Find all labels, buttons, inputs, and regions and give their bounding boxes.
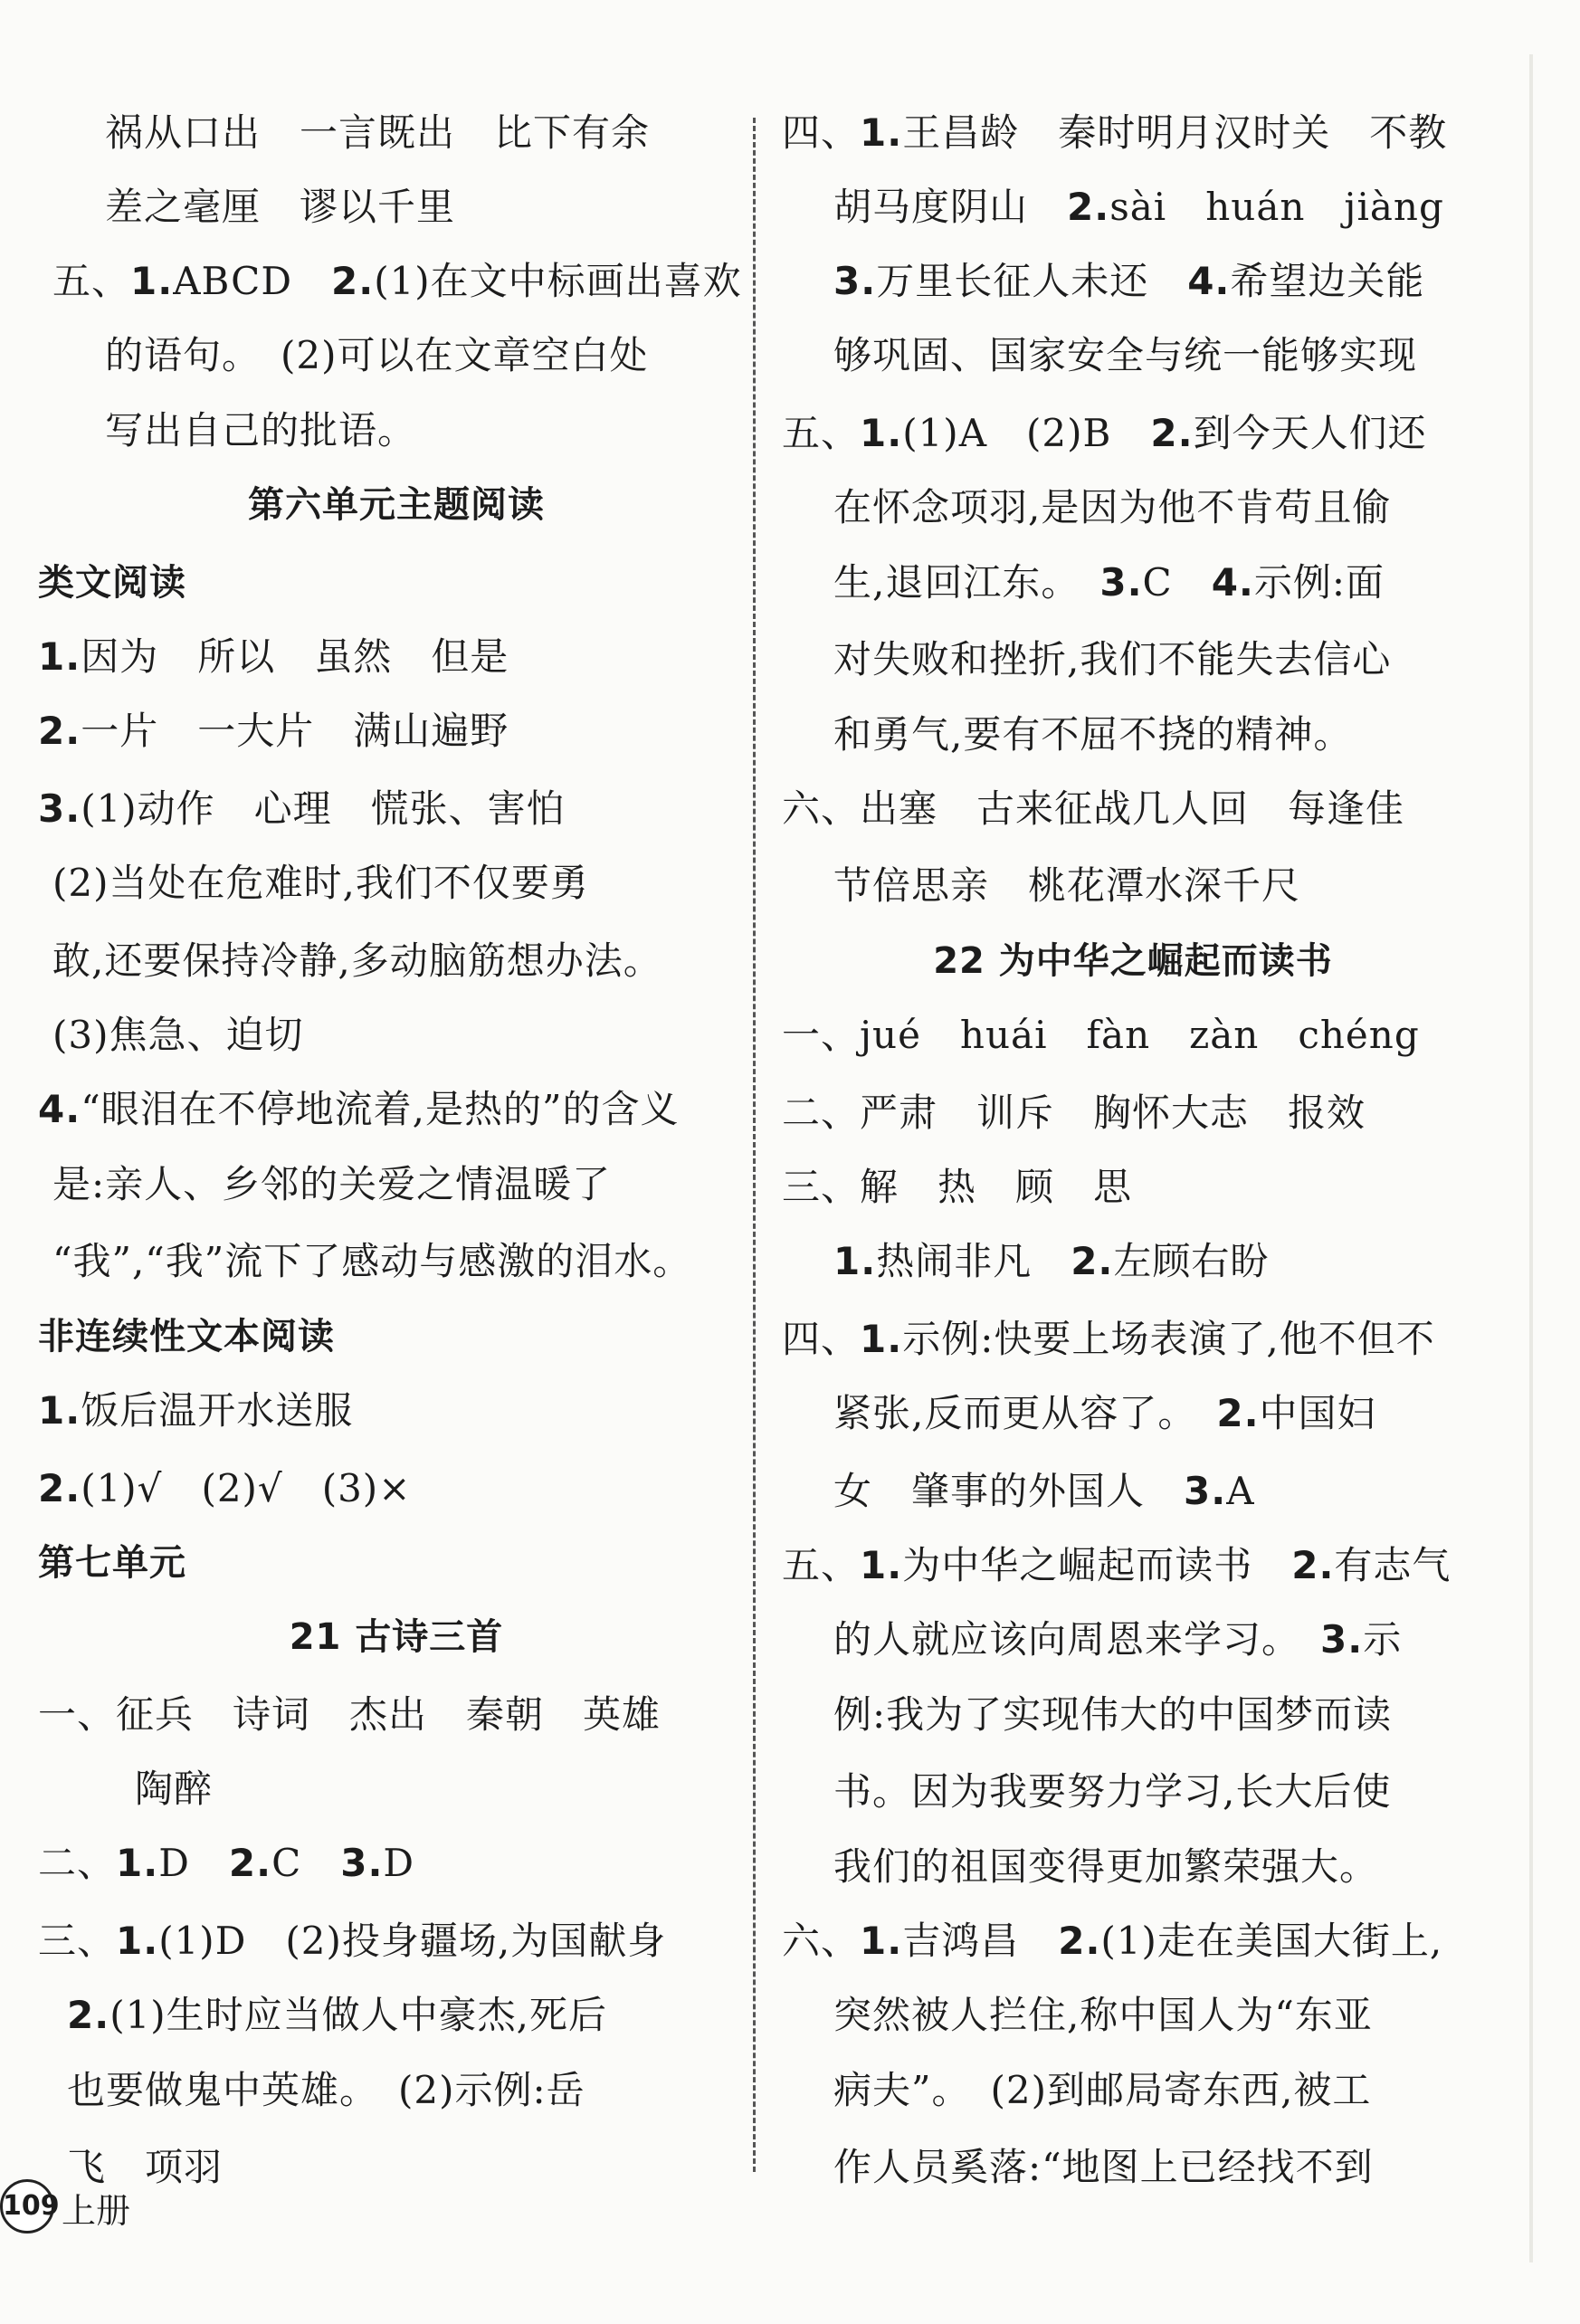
answer-line: 是:亲人、乡邻的关爱之情温暖了 [52,1162,612,1206]
answer-line: 节倍思亲 桃花潭水深千尺 [833,863,1301,908]
answer-line: 书。因为我要努力学习,长大后使 [833,1769,1392,1814]
answer-line: 二、1.D 2.C 3.D [38,1841,415,1885]
page-number: 109 [0,2179,54,2234]
answer-line: 二、严肃 训斥 胸怀大志 报效 [782,1091,1366,1135]
section-heading: 非连续性文本阅读 [38,1316,335,1357]
answer-line: 2.(1)√ (2)√ (3)× [38,1466,412,1510]
section-heading: 第七单元 [38,1542,186,1584]
answer-line: 够巩固、国家安全与统一能够实现 [833,333,1418,377]
answer-line: 例:我为了实现伟大的中国梦而读 [833,1692,1393,1737]
answer-line: 对失败和挫折,我们不能失去信心 [833,637,1392,681]
volume-label: 上册 [62,2191,131,2231]
answer-line: (3)焦急、迫切 [52,1013,304,1057]
answer-line: 四、1.示例:快要上场表演了,他不但不 [782,1317,1435,1361]
answer-line: 生,退回江东。 3.C 4.示例:面 [833,560,1385,605]
answer-line: 在怀念项羽,是因为他不肯苟且偷 [833,485,1392,529]
section-heading: 21 古诗三首 [289,1616,504,1658]
page-edge-shadow [1529,54,1533,2262]
answer-line: 五、1.为中华之崛起而读书 2.有志气 [782,1543,1452,1587]
answer-line: 和勇气,要有不屈不挠的精神。 [833,712,1353,757]
answer-line: 3.万里长征人未还 4.希望边关能 [833,259,1425,303]
answer-line: 五、1.ABCD 2.(1)在文中标画出喜欢 [52,259,742,303]
answer-line: 3.(1)动作 心理 慌张、害怕 [38,786,566,831]
answer-line: 的语句。 (2)可以在文章空白处 [105,333,649,377]
answer-line: 2.一片 一大片 满山遍野 [38,709,509,753]
column-divider [753,118,756,2172]
answer-line: 四、1.王昌龄 秦时明月汉时关 不教 [782,110,1448,155]
answer-line: 1.饭后温开水送服 [38,1388,354,1433]
answer-line: 病夫”。 (2)到邮局寄东西,被工 [833,2068,1372,2112]
answer-line: 一、jué huái fàn zàn chéng [782,1013,1420,1057]
section-heading: 22 为中华之崛起而读书 [933,940,1333,982]
answer-line: 敢,还要保持冷静,多动脑筋想办法。 [52,938,662,983]
answer-line: 一、征兵 诗词 杰出 秦朝 英雄 [38,1692,662,1737]
answer-line: (2)当处在危难时,我们不仅要勇 [52,861,589,905]
answer-line: 三、解 热 顾 思 [782,1165,1133,1209]
answer-line: 六、出塞 古来征战几人回 每逢佳 [782,786,1405,831]
answer-line: 紧张,反而更从容了。 2.中国妇 [833,1391,1376,1435]
answer-line: 的人就应该向周恩来学习。 3.示 [833,1617,1403,1662]
answer-line: “我”,“我”流下了感动与感激的泪水。 [52,1239,692,1283]
answer-line: 突然被人拦住,称中国人为“东亚 [833,1993,1373,2037]
answer-line: 祸从口出 一言既出 比下有余 [105,110,651,155]
answer-line: 写出自己的批语。 [105,408,417,452]
answer-line: 陶醉 [135,1767,214,1811]
answer-line: 三、1.(1)D (2)投身疆场,为国献身 [38,1919,667,1963]
answer-line: 飞 项羽 [67,2145,224,2189]
answer-line: 差之毫厘 谬以千里 [105,185,456,229]
answer-line: 五、1.(1)A (2)B 2.到今天人们还 [782,411,1427,455]
answer-line: 1.因为 所以 虽然 但是 [38,634,509,679]
answer-line: 胡马度阴山 2.sài huán jiàng [833,185,1444,229]
answer-line: 也要做鬼中英雄。 (2)示例:岳 [67,2068,585,2112]
section-heading: 第六单元主题阅读 [248,484,545,526]
answer-line: 2.(1)生时应当做人中豪杰,死后 [67,1993,608,2037]
answer-line: 1.热闹非凡 2.左顾右盼 [833,1239,1270,1283]
answer-line: 作人员奚落:“地图上已经找不到 [833,2145,1374,2189]
answer-line: 4.“眼泪在不停地流着,是热的”的含义 [38,1087,680,1131]
answer-line: 女 肇事的外国人 3.A [833,1469,1255,1513]
section-heading: 类文阅读 [38,562,186,604]
answer-line: 我们的祖国变得更加繁荣强大。 [833,1844,1379,1889]
answer-line: 六、1.吉鸿昌 2.(1)走在美国大街上, [782,1919,1443,1963]
